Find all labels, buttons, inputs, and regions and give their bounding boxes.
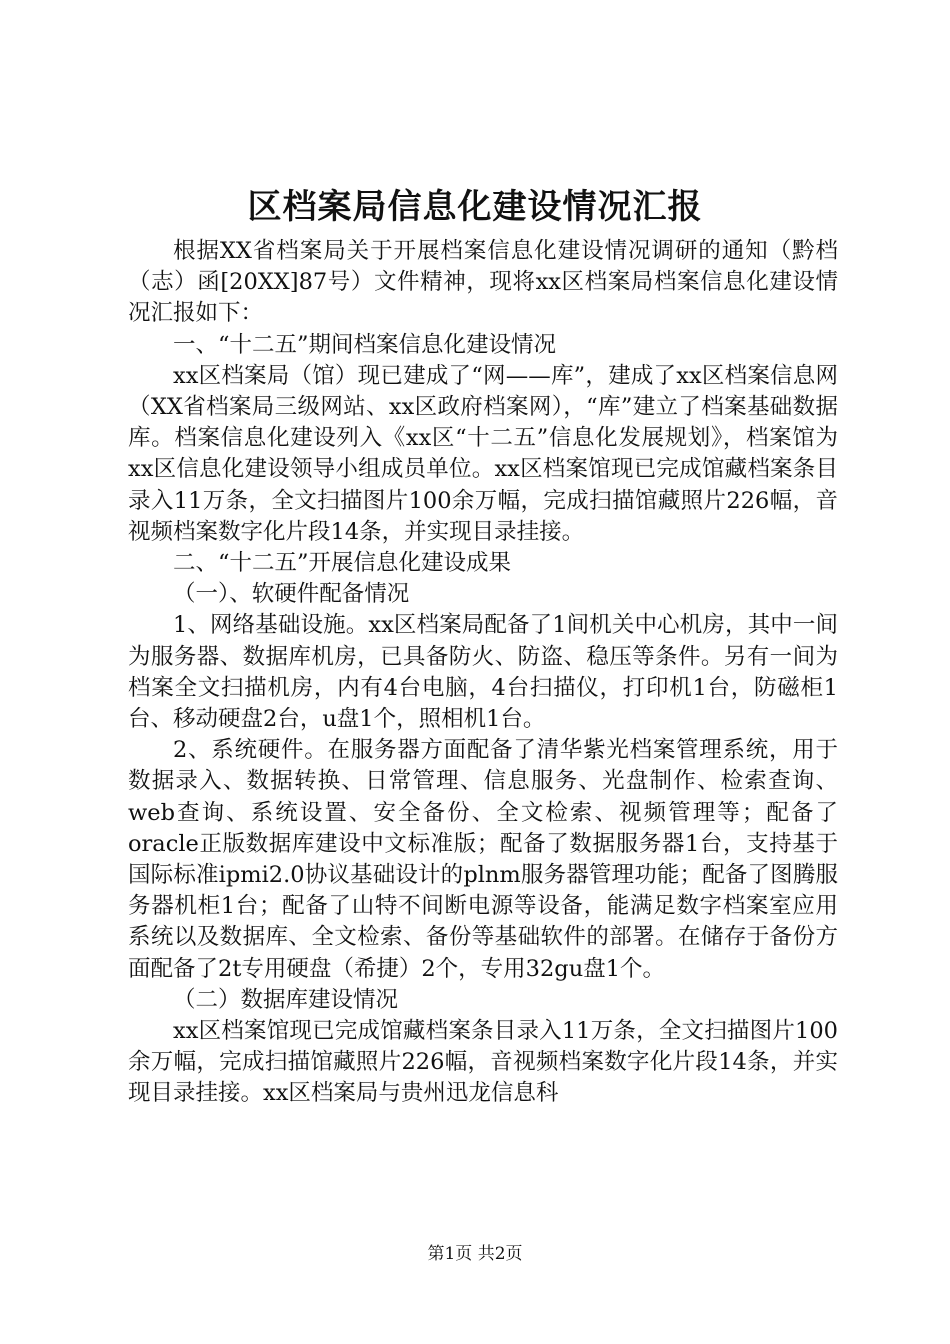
subsection-heading-1: （一）、软硬件配备情况 [173, 581, 410, 608]
system-hardware-paragraph: 2、系统硬件。在服务器方面配备了清华紫光档案管理系统，用于数据录入、数据转换、日常管理、信息服务、光盘制作、检索查询、web查询、系统设置、安全备份、全文检索、视频管理等；配备了oracle正版数据库建设中文标准版；配备了数据服务器1台，支持基于国际标准ipmi2.0协议基础设计的plnm服务器管理功能；配备了图腾服务器机柜1台；配备了山特不间断电源等设备，能满足数字档案室应用系统以及数据库、全文检索、备份等基础软件的部署。在储存于备份方面配备了2t专用硬盘（希捷）2个，专用32gu盘1个。 [128, 737, 838, 982]
section-heading-2: 二、“十二五”开展信息化建设成果 [173, 550, 512, 577]
database-paragraph: xx区档案馆现已完成馆藏档案条目录入11万条，全文扫描图片100余万幅，完成扫描馆藏照片226幅，音视频档案数字化片段14条，并实现目录挂接。xx区档案局与贵州迅龙信息科 [128, 1018, 838, 1107]
network-infrastructure-paragraph: 1、网络基础设施。xx区档案局配备了1间机关中心机房，其中一间为服务器、数据库机房，已具备防火、防盗、稳压等条件。另有一间为档案全文扫描机房，内有4台电脑，4台扫描仪，打印机1台，防磁柜1台、移动硬盘2台，u盘1个，照相机1台。 [128, 612, 838, 733]
document-body [128, 236, 838, 1110]
page-footer: 第1页 共2页 [427, 1244, 523, 1264]
intro-paragraph: 根据XX省档案局关于开展档案信息化建设情况调研的通知（黔档（志）函[20XX]87号）文件精神，现将xx区档案局档案信息化建设情况汇报如下： [128, 238, 838, 327]
section-heading-1: 一、“十二五”期间档案信息化建设情况 [173, 331, 557, 358]
subsection-heading-2: （二）数据库建设情况 [173, 986, 399, 1013]
section-1-paragraph: xx区档案局（馆）现已建成了“网——库”，建成了xx区档案信息网（XX省档案局三级网站、xx区政府档案网），“库”建立了档案基础数据库。档案信息化建设列入《xx区“十二五”信息化发展规划》，档案馆为xx区信息化建设领导小组成员单位。xx区档案馆现已完成馆藏档案条目录入11万条，全文扫描图片100余万幅，完成扫描馆藏照片226幅，音视频档案数字化片段14条，并实现目录挂接。 [128, 362, 838, 545]
document-title: 区档案局信息化建设情况汇报 [247, 187, 703, 227]
